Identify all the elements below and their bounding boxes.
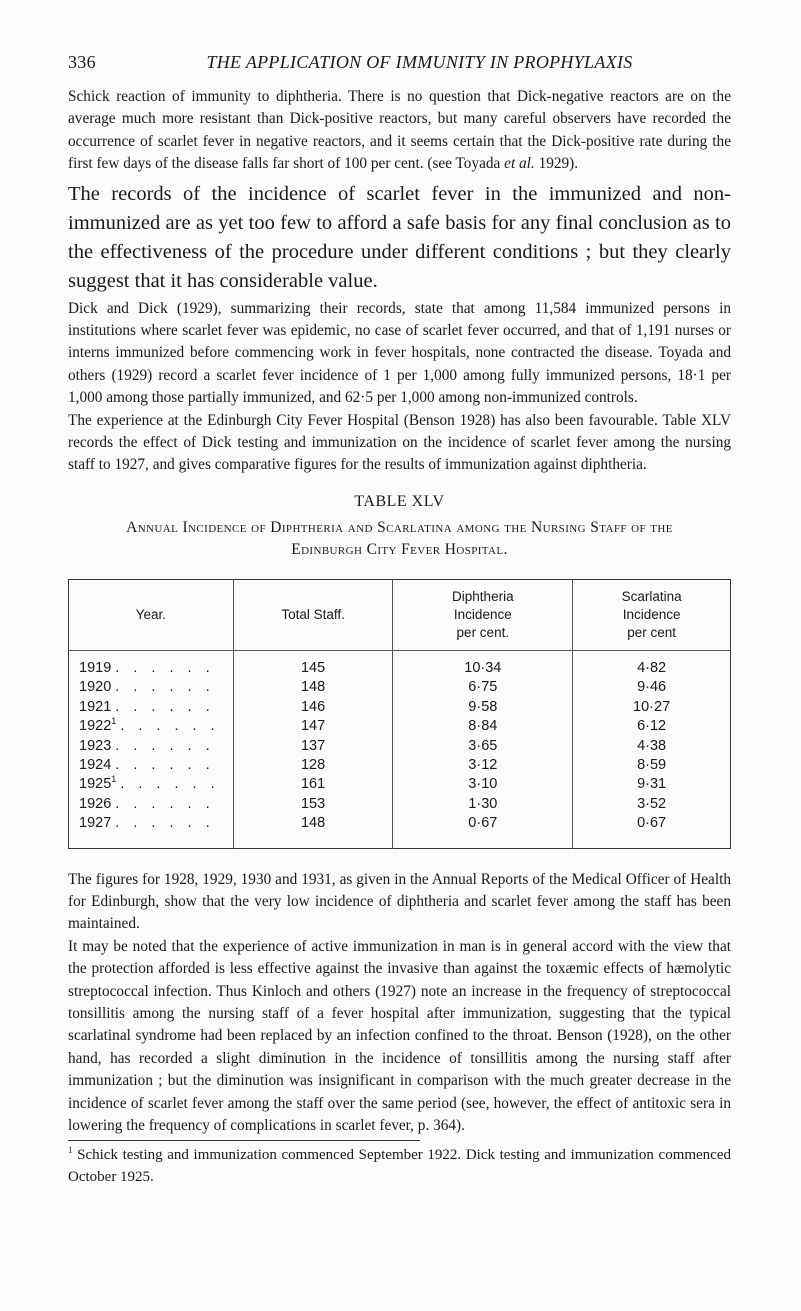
cell-scarlatina: 0·67 [573,814,731,848]
cell-scarlatina: 8·59 [573,756,731,775]
cell-diphtheria: 3·10 [393,775,573,794]
cell-scarlatina: 4·82 [573,650,731,678]
paragraph-2: The records of the incidence of scarlet fever in the immunized and non-immunized are as yet too few to afford a safe basis for any final conclusion as to the effectiveness of the procedure under different conditions ; but they clearly suggest that it has considerable value. [68,182,731,292]
table-row [69,756,731,775]
cell-scarlatina: 9·31 [573,775,731,794]
cell-year: 1923 . . . . . . [79,737,215,754]
cell-diphtheria: 8·84 [393,717,573,736]
cell-total-staff: 128 [233,756,393,775]
cell-total-staff: 148 [233,678,393,697]
table-row [69,650,731,678]
page [68,52,731,1188]
paragraph-3: Dick and Dick (1929), summarizing their records, state that among 11,584 immunized persons in institutions where scarlet fever was epidemic, no case of scarlet fever occurred, and that of 1,191 nurses or interns immunized before commencing work in fever hospitals, none contracted the disease. Toyada and others (1929) record a scarlet fever incidence of 1 per 1,000 among fully immunized persons, 18·1 per 1,000 among those partially immunized, and 62·5 per 1,000 among non-immunized controls. [68,299,731,407]
table-row [69,678,731,697]
cell-diphtheria: 6·75 [393,678,573,697]
cell-total-staff: 145 [233,650,393,678]
table-row [69,737,731,756]
cell-scarlatina: 3·52 [573,795,731,814]
cell-year: 1921 . . . . . . [79,698,215,715]
cell-total-staff: 161 [233,775,393,794]
footnote: $^1$ Schick testing and immunization commenced September 1922. Dick testing and immunization commenced October 1925. [68,1145,731,1186]
table-row [69,698,731,717]
table-row [69,717,731,736]
cell-year: 1925$^1$ . . . . . . [79,774,220,793]
cell-year: 1920 . . . . . . [79,679,215,696]
cell-total-staff: 148 [233,814,393,848]
cell-year: 1924 . . . . . . [79,756,215,773]
running-head [68,52,731,86]
cell-scarlatina: 6·12 [573,717,731,736]
table-row [69,814,731,848]
cell-total-staff: 153 [233,795,393,814]
table-row [69,795,731,814]
table-body [69,650,731,848]
paragraph-5: The figures for 1928, 1929, 1930 and 1931, as given in the Annual Reports of the Medical Officer of Health for Edinburgh, show that the very low incidence of diphtheria and scarlet fever among the staff has been maintained. [68,870,731,933]
cell-year: 1919 . . . . . . [79,659,215,676]
footnote-rule [68,1140,420,1141]
et-al: et al. [504,155,535,173]
paragraph-6: It may be noted that the experience of active immunization in man is in general accord with the view that the protection afforded is less effective against the invasive than against the toxæmic effects of hæmolytic streptococcal infection. Thus Kinloch and others (1927) note an increase in the frequency of streptococcal tonsillitis among the nursing staff of a fever hospital after immunization, suggesting that the typical scarlatinal syndrome had been replaced by an infection confined to the throat. Benson (1928), on the other hand, has recorded a slight diminution in the incidence of tonsillitis among the nursing staff after immunization ; but the diminution was insignificant in comparison with the much greater decrease in the incidence of scarlet fever among the staff over the same period (see, however, the effect of antitoxic sera in lowering the frequency of complications in scarlet fever, p. 364). [68,937,731,1134]
table-number: TABLE XLV [354,492,445,510]
cell-scarlatina: 4·38 [573,737,731,756]
table-row [69,775,731,794]
cell-year: 1927 . . . . . . [79,815,215,832]
cell-year: 1922$^1$ . . . . . . [79,716,220,735]
cell-scarlatina: 10·27 [573,698,731,717]
col-scarlatina: Scarlatina Incidence per cent [573,579,731,650]
cell-diphtheria: 1·30 [393,795,573,814]
cell-diphtheria: 3·65 [393,737,573,756]
cell-diphtheria: 3·12 [393,756,573,775]
col-year: Year. [69,579,234,650]
cell-total-staff: 147 [233,717,393,736]
cell-diphtheria: 9·58 [393,698,573,717]
cell-scarlatina: 9·46 [573,678,731,697]
cell-year: 1926 . . . . . . [79,795,215,812]
running-title: THE APPLICATION OF IMMUNITY IN PROPHYLAXIS [206,52,633,72]
table-caption: Annual Incidence of Diphtheria and Scarlatina among the Nursing Staff of the Edinburgh City Fever Hospital. [126,518,673,558]
paragraph-1: Schick reaction of immunity to diphtheria. There is no question that Dick-negative reactors are on the average much more resistant than Dick-positive reactors, but many careful observers have recorded the occurrence of scarlet fever in negative reactors, and it seems certain that the Dick-positive rate during the first few days of the disease falls far short of 100 per cent. (see Toyada et al. 1929). [68,88,731,173]
page-number: 336 [68,52,96,72]
col-diphtheria: Diphtheria Incidence per cent. [393,579,573,650]
cell-diphtheria: 0·67 [393,814,573,848]
incidence-table [68,579,731,849]
cell-diphtheria: 10·34 [393,650,573,678]
cell-total-staff: 146 [233,698,393,717]
col-total-staff: Total Staff. [233,579,393,650]
cell-total-staff: 137 [233,737,393,756]
paragraph-4: The experience at the Edinburgh City Fever Hospital (Benson 1928) has also been favourable. Table XLV records the effect of Dick testing and immunization on the incidence of scarlet fever among the nursing staff to 1927, and gives comparative figures for the results of immunization against diphtheria. [68,411,731,474]
